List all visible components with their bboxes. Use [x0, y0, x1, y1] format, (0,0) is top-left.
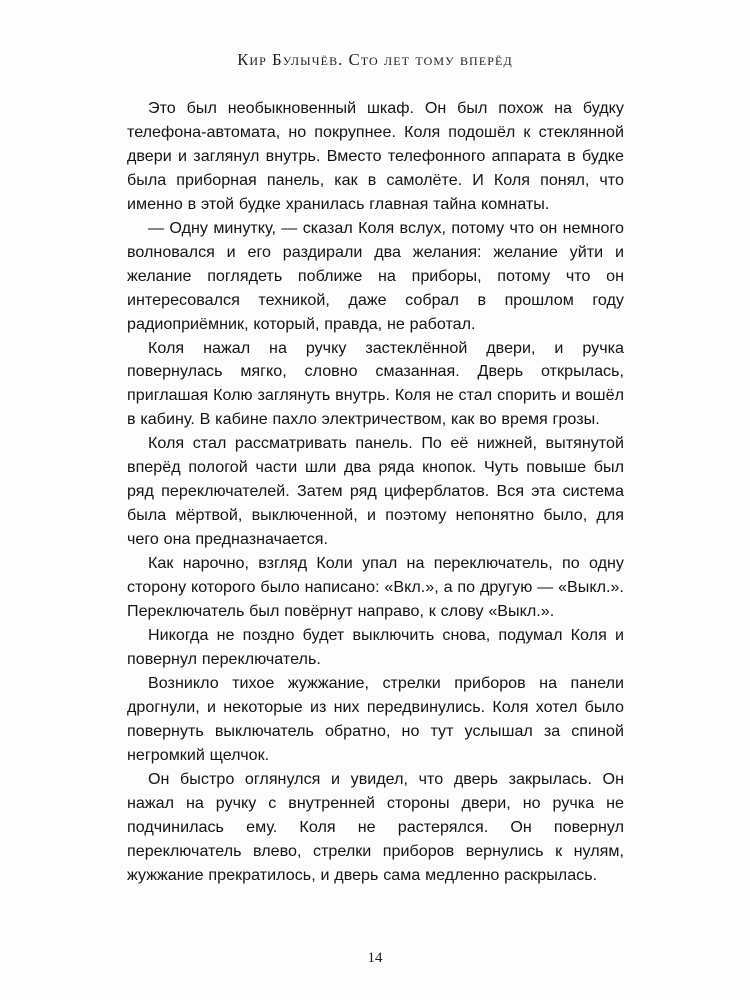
running-head: Кир Булычёв. Сто лет тому вперёд — [237, 50, 513, 69]
paragraph: Возникло тихое жужжание, стрелки приборов на панели дрогнули, и некоторые из них передвинулись. Коля хотел было повернуть выключатель обратно, но тут услышал за спиной негромкий щелчок. — [127, 673, 624, 764]
paragraph: Как нарочно, взгляд Коли упал на переключатель, по одну сторону которого было написано: «Вкл.», а по другую — «Выкл.». Переключатель был повёрнут направо, к слову «Выкл.». — [127, 554, 624, 621]
paragraph: Он быстро оглянулся и увидел, что дверь закрылась. Он нажал на ручку с внутренней стороны двери, но ручка не подчинилась ему. Коля не растерялся. Он повернул переключатель влево, стрелки приборов вернулись к нулям, жужжание прекратилось, и дверь сама медленно раскрылась. — [127, 769, 624, 884]
paragraph: Никогда не поздно будет выключить снова, подумал Коля и повернул переключатель. — [127, 625, 624, 668]
paragraph: — Одну минутку, — сказал Коля вслух, потому что он немного волновался и его раздирали два желания: желание уйти и желание поглядеть поближе на приборы, потому что он интересовался техникой, даже собрал в прошлом году радиоприёмник, который, правда, не работал. — [127, 218, 624, 333]
paragraph: Коля стал рассматривать панель. По её нижней, вытянутой вперёд пологой части шли два ряда кнопок. Чуть повыше был ряд переключателей. Затем ряд циферблатов. Вся эта система была мёртвой, выключенной, и поэтому непонятно было, для чего она предназначается. — [127, 434, 624, 549]
body-text-block — [127, 97, 624, 887]
paragraph: Коля нажал на ручку застеклённой двери, и ручка повернулась мягко, словно смазанная. Дверь открылась, приглашая Колю заглянуть внутрь. Коля не стал спорить и вошёл в кабину. В кабине пахло электричеством, как во время грозы. — [127, 338, 624, 429]
paragraph: Это был необыкновенный шкаф. Он был похож на будку телефона-автомата, но покрупнее. Коля подошёл к стеклянной двери и заглянул внутрь. Вместо телефонного аппарата в будке была приборная панель, как в самолёте. И Коля понял, что именно в этой будке хранилась главная тайна комнаты. — [127, 99, 624, 213]
page-number: 14 — [367, 950, 383, 966]
